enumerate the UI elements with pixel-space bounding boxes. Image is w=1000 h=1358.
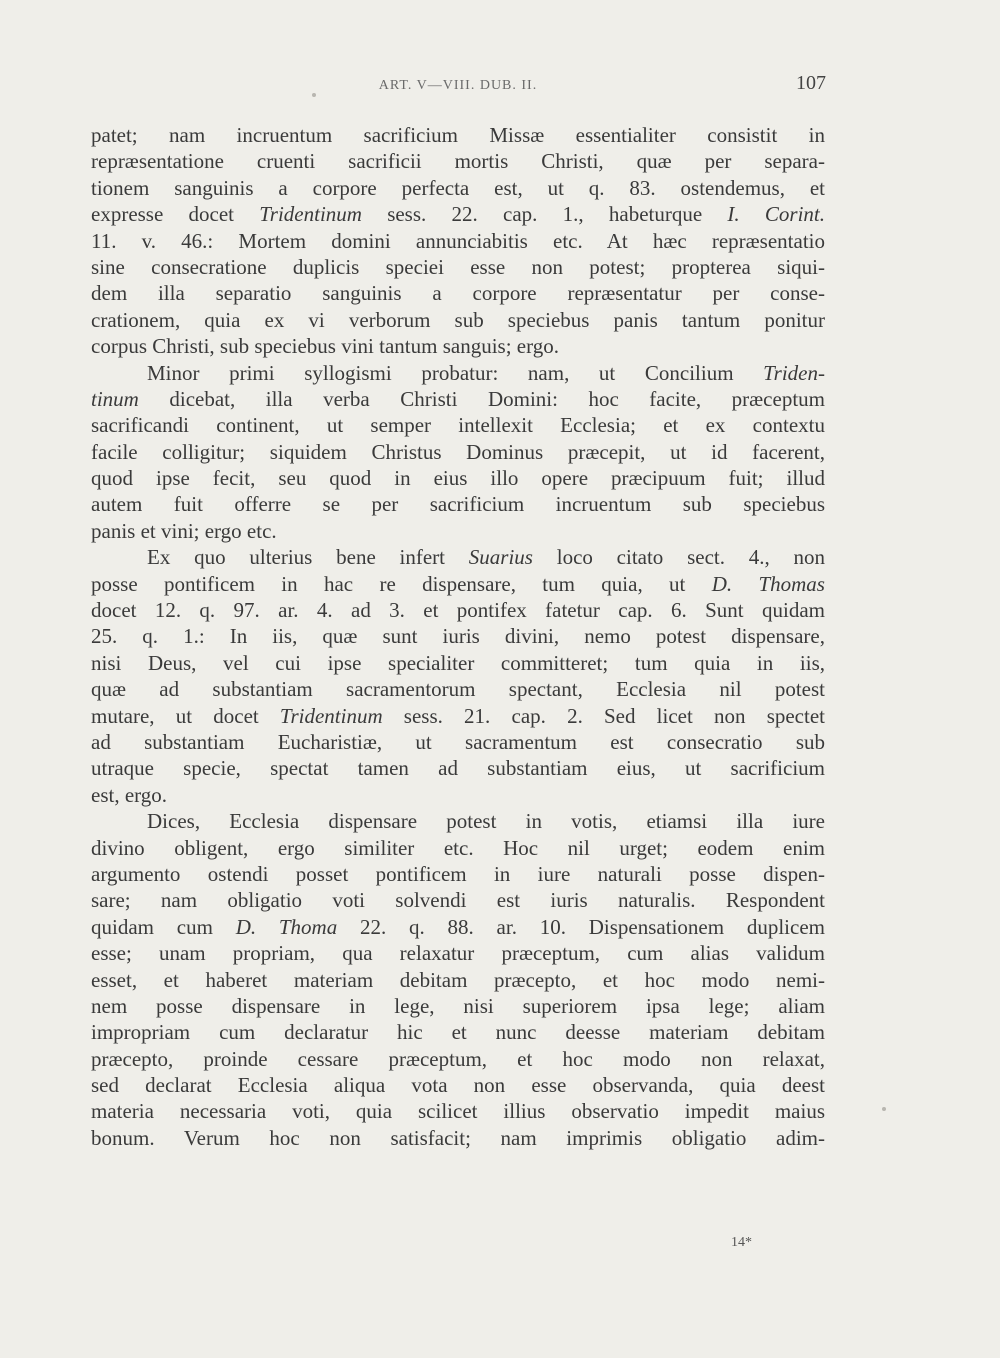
text-line: [91, 254, 825, 280]
running-title: ART. V—VIII. DUB. II.: [378, 78, 538, 93]
text-line: [91, 333, 825, 359]
text-segment: corpus Christi, sub speciebus vini tantum sanguis; ergo.: [91, 334, 559, 359]
text-line: [91, 544, 825, 570]
text-line: [91, 491, 825, 517]
text-line: [91, 228, 825, 254]
text-line: [91, 650, 825, 676]
text-line: [91, 782, 825, 808]
text-segment: repræsentatione cruenti sacrificii mortis Christi, quæ per separa-: [91, 149, 825, 174]
text-line: [91, 755, 825, 781]
italic-segment: Suarius: [468, 545, 533, 570]
text-segment: Minor primi syllogismi probatur: nam, ut Concilium: [147, 360, 764, 385]
italic-segment: Tridentinum: [259, 202, 362, 227]
page-number: 107: [796, 72, 826, 94]
text-segment: esset, et haberet materiam debitam præcepto, et hoc modo nemi-: [91, 967, 825, 992]
text-segment: dem illa separatio sanguinis a corpore repræsentatur per conse-: [91, 281, 825, 306]
text-segment: 25. q. 1.: In iis, quæ sunt iuris divini, nemo potest dispensare,: [91, 624, 825, 649]
text-segment: sed declarat Ecclesia aliqua vota non esse observanda, quia deest: [91, 1073, 825, 1098]
text-segment: patet; nam incruentum sacrificium Missæ essentialiter consistit in: [91, 123, 825, 147]
text-segment: sess. 22. cap. 1., habeturque: [361, 202, 728, 227]
text-segment: nem posse dispensare in lege, nisi superiorem ipsa lege; aliam: [91, 993, 825, 1018]
italic-segment: D. Thoma: [235, 914, 338, 939]
text-segment: tionem sanguinis a corpore perfecta est, ut q. 83. ostendemus, et: [91, 175, 825, 200]
text-segment: 22. q. 88. ar. 10. Dispensationem duplicem: [337, 914, 825, 939]
text-line: [91, 280, 825, 306]
text-segment: materia necessaria voti, quia scilicet illius observatio impedit maius: [91, 1099, 825, 1124]
text-segment: 11. v. 46.: Mortem domini annunciabitis etc. At hæc repræsentatio: [91, 228, 825, 253]
text-line: [91, 993, 825, 1019]
text-segment: docet 12. q. 97. ar. 4. ad 3. et pontifex fatetur cap. 6. Sunt quidam: [91, 598, 825, 623]
text-segment: Dices, Ecclesia dispensare potest in votis, etiamsi illa iure: [147, 809, 825, 834]
text-line: [91, 967, 825, 993]
text-line: [91, 623, 825, 649]
text-line: [91, 122, 825, 148]
text-segment: præcepto, proinde cessare præceptum, et hoc modo non relaxat,: [91, 1046, 825, 1071]
text-line: [91, 887, 825, 913]
italic-segment: tinum: [91, 386, 139, 411]
text-line: [91, 307, 825, 333]
text-line: [91, 1072, 825, 1098]
text-line: [91, 940, 825, 966]
text-line: [91, 1125, 825, 1151]
paper-speck: [882, 1107, 886, 1111]
text-segment: quidam cum: [91, 914, 236, 939]
italic-segment: I. Corint.: [727, 202, 825, 227]
text-line: [91, 360, 825, 386]
signature-mark: 14*: [731, 1235, 752, 1250]
text-segment: sare; nam obligatio voti solvendi est iuris naturalis. Respondent: [91, 888, 825, 913]
text-line: [91, 571, 825, 597]
text-line: [91, 1098, 825, 1124]
text-line: [91, 597, 825, 623]
text-segment: posse pontificem in hac re dispensare, tum quia, ut: [91, 571, 712, 596]
text-line: [91, 201, 825, 227]
running-head: [90, 72, 826, 100]
text-segment: esse; unam propriam, qua relaxatur præceptum, cum alias validum: [91, 941, 825, 966]
text-line: [91, 703, 825, 729]
text-line: [91, 518, 825, 544]
text-line: [91, 412, 825, 438]
text-segment: ad substantiam Eucharistiæ, ut sacramentum est consecratio sub: [91, 729, 825, 754]
text-line: [91, 175, 825, 201]
text-line: [91, 914, 825, 940]
italic-segment: D. Thomas: [711, 571, 825, 596]
text-segment: dicebat, illa verba Christi Domini: hoc facite, præceptum: [138, 386, 825, 411]
text-segment: autem fuit offerre se per sacrificium incruentum sub speciebus: [91, 492, 825, 517]
paper-speck: [312, 93, 316, 97]
text-segment: bonum. Verum hoc non satisfacit; nam imprimis obligatio adim-: [91, 1125, 825, 1150]
text-segment: quod ipse fecit, seu quod in eius illo opere præcipuum fuit; illud: [91, 466, 825, 491]
text-line: [91, 729, 825, 755]
text-line: [91, 1019, 825, 1045]
text-segment: mutare, ut docet: [91, 703, 280, 728]
body-text: [91, 122, 825, 1151]
text-line: [91, 1046, 825, 1072]
text-line: [91, 861, 825, 887]
text-segment: sess. 21. cap. 2. Sed licet non spectet: [382, 703, 825, 728]
text-segment: loco citato sect. 4., non: [532, 545, 825, 570]
italic-segment: Triden-: [763, 360, 825, 385]
text-segment: panis et vini; ergo etc.: [91, 518, 277, 543]
text-line: [91, 148, 825, 174]
text-segment: est, ergo.: [91, 782, 168, 807]
text-segment: quæ ad substantiam sacramentorum spectant, Ecclesia nil potest: [91, 677, 825, 702]
text-line: [91, 465, 825, 491]
text-line: [91, 386, 825, 412]
text-segment: nisi Deus, vel cui ipse specialiter committeret; tum quia in iis,: [91, 650, 825, 675]
text-line: [91, 439, 825, 465]
text-segment: facile colligitur; siquidem Christus Dominus præcepit, ut id facerent,: [91, 439, 825, 464]
text-line: [91, 808, 825, 834]
italic-segment: Tridentinum: [279, 703, 383, 728]
text-segment: utraque specie, spectat tamen ad substantiam eius, ut sacrificium: [91, 756, 825, 781]
text-line: [91, 835, 825, 861]
text-segment: sacrificandi continent, ut semper intellexit Ecclesia; et ex contextu: [91, 413, 825, 438]
text-segment: crationem, quia ex vi verborum sub speciebus panis tantum ponitur: [91, 307, 825, 332]
text-segment: impropriam cum declaratur hic et nunc deesse materiam debitam: [91, 1020, 825, 1045]
text-segment: expresse docet: [91, 202, 260, 227]
text-segment: divino obligent, ergo similiter etc. Hoc nil urget; eodem enim: [91, 835, 825, 860]
text-line: [91, 676, 825, 702]
text-segment: argumento ostendi posset pontificem in iure naturali posse dispen-: [91, 861, 825, 886]
text-segment: Ex quo ulterius bene infert: [147, 545, 469, 570]
text-segment: sine consecratione duplicis speciei esse non potest; propterea siqui-: [91, 254, 825, 279]
